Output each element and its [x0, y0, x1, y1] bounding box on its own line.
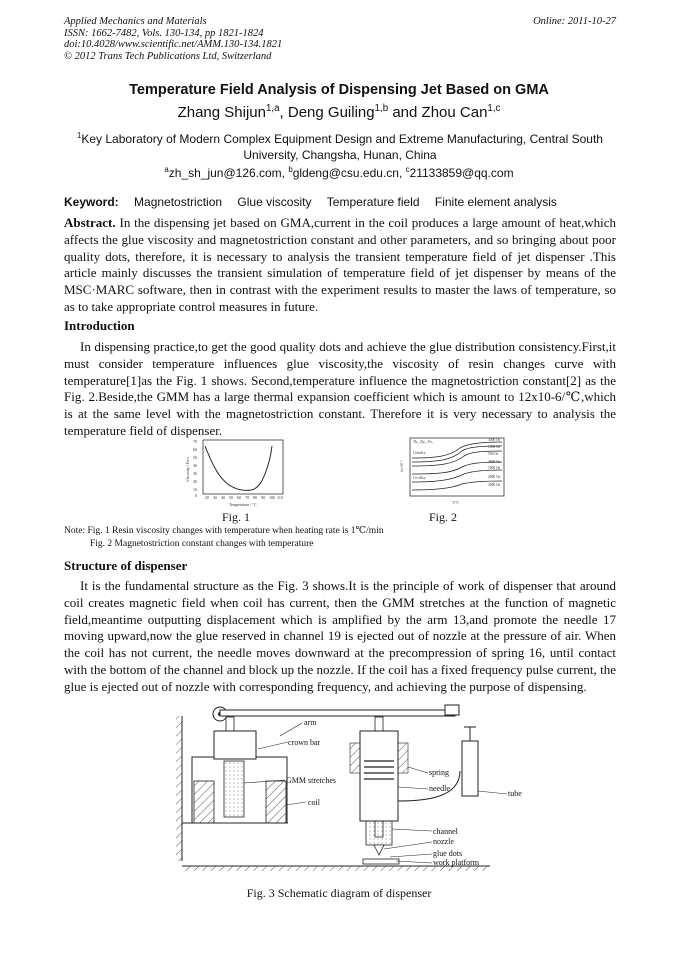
journal-header: [64, 16, 616, 62]
abstract-text: In the dispensing jet based on GMA,current in the coil produces a large amount of heat,which affects the glue viscosity and magnetostriction constant and other parameters, and so bringing about poor quality dots, therefore, it is necessary to analysis the transient temperature field of jet dispenser .This article mainly discusses the transient simulation of temperature field of jet dispenser by means of the MSC·MARC software, then in contrast with the experiment results to master the laws of temperature, so as to take appropriate control measures in future.: [64, 215, 616, 314]
fig3-label-nozzle: nozzle: [433, 837, 454, 846]
figure-note: [64, 525, 384, 551]
keyword-item: Magnetostriction: [134, 195, 223, 209]
fig1-xtick: 30: [213, 495, 217, 500]
email-sup: a: [164, 165, 169, 174]
author-name: Deng Guiling: [287, 104, 375, 121]
fig1-xtick: 70: [245, 495, 249, 500]
fig1-xtick: 110: [277, 495, 283, 500]
fig3-dispenser-diagram: [160, 701, 530, 881]
fig1-ytick: 40: [193, 463, 197, 468]
author-list: [0, 104, 678, 121]
author-name: Zhang Shijun: [177, 104, 266, 121]
fig2-label: 3000 Oe: [488, 460, 501, 464]
fig1-xtick: 50: [229, 495, 233, 500]
keyword-item: Temperature field: [326, 195, 420, 209]
structure-text: It is the fundamental structure as the Fig. 3 shows.It is the principle of work of dispenser that around coil creates magnetic field when coil has current, then the GMM stretches at the function of magnetic field,meantime outputting displacement which is amplified by the arm 13,and promote the needle 17 moving upward,now the glue reserved in channel 19 is ejected out of nozzle at the pressure of air. When the coil has not current, the needle moves downward at the precompression of spring 16, until contact with the bottom of the channel and block up the nozzle. If the coil has a fixed frequency pulse current, the glue is ejected out of nozzle with corresponding frequency, and achieving the purpose of dispensing.: [64, 578, 616, 694]
fig1-xtick: 20: [205, 495, 209, 500]
author-separator: and: [388, 104, 422, 121]
copyright-line: © 2012 Trans Tech Publications Ltd, Switzerland: [64, 50, 272, 62]
fig2-label: 2000 Oe: [488, 475, 501, 479]
issn-line: ISSN: 1662-7482, Vols. 130-134, pp 1821-1824: [64, 27, 264, 39]
fig1-ytick: 60: [193, 447, 197, 452]
email-link[interactable]: 21133859@qq.com: [409, 166, 514, 180]
introduction-text: In dispensing practice,to get the good quality dots and achieve the glue distribution consistency.First,it must consider temperature influences glue viscosity,the viscosity of resin changes curve with temperature[1]as the Fig. 1 shows. Second,temperature influence the magnetostriction constant[2] as the Fig. 2.Beside,the GMM has a large thermal expansion coefficient which is amount to 12x10-6/℃,which is at the same level with the magnetostriction constant. Therefore it is very necessary to analysis the temperature field of dispenser.: [64, 339, 616, 438]
fig2-label: Co-alloy: [413, 476, 426, 480]
author-name: Zhou Can: [421, 104, 488, 121]
affiliation: [64, 131, 616, 163]
keywords: [64, 195, 624, 209]
structure-heading: Structure of dispenser: [64, 558, 188, 573]
fig2-label: Cobalt-y: [413, 451, 426, 455]
fig1-ylabel: Viscosity / Pa·s: [185, 457, 190, 482]
fig1-xtick: 40: [221, 495, 225, 500]
fig1-caption: Fig. 1: [221, 510, 250, 524]
fig1-xtick: 90: [261, 495, 265, 500]
fig1-ytick: 30: [193, 471, 197, 476]
email-sup: b: [288, 165, 293, 174]
doi-line: doi:10.4028/www.scientific.net/AMM.130-134.1821: [64, 39, 283, 50]
fig3-label-needle: needle: [429, 784, 450, 793]
author-separator: ,: [279, 104, 288, 121]
fig3-label-coil: coil: [308, 798, 320, 807]
fig1-xtick: 60: [237, 495, 241, 500]
fig3-label-tube: tube: [508, 789, 522, 798]
fig2-label: 500 Oe: [488, 452, 499, 456]
fig2-label: 1500 Oe: [488, 445, 501, 449]
introduction-heading: Introduction: [64, 318, 135, 333]
fig2-label: 3000 Oe: [488, 438, 501, 442]
affiliation-sup: 1: [77, 131, 82, 140]
fig1-xtick: 100: [269, 495, 275, 500]
fig3-label-glue-dots: glue dots: [433, 849, 463, 858]
fig1-ytick: 70: [193, 439, 197, 444]
fig2-magnetostriction-plot: [398, 436, 508, 512]
fig1-ytick: 0: [195, 493, 197, 498]
fig2-label: Tb₀.₃Dy₀.₇Fe₂: [413, 440, 434, 444]
fig1-ytick: 50: [193, 455, 197, 460]
abstract: [64, 215, 616, 316]
affiliation-text: Key Laboratory of Modern Complex Equipment Design and Extreme Manufacturing, Central South University, Changsha, Hunan, China: [81, 132, 603, 162]
author-sup: 1,c: [487, 103, 501, 114]
fig3-label-channel: channel: [433, 827, 458, 836]
fig2-caption: Fig. 2: [428, 510, 457, 524]
fig1-viscosity-plot: [185, 436, 290, 510]
note-line: Fig. 2 Magnetostriction constant changes with temperature: [90, 539, 314, 549]
keywords-label: Keyword:: [64, 195, 119, 209]
fig3-caption: Fig. 3 Schematic diagram of dispenser: [246, 886, 432, 900]
fig3-label-work-platform: work platform: [433, 858, 479, 867]
fig1-xlabel: Temperature / °C: [229, 502, 257, 507]
keyword-item: Finite element analysis: [434, 195, 557, 209]
abstract-label: Abstract.: [64, 215, 116, 230]
journal-name: Applied Mechanics and Materials: [64, 16, 207, 27]
note-line: Fig. 1 Resin viscosity changes with temperature when heating rate is 1℃/min: [87, 526, 384, 536]
fig2-xlabel: T/°C: [452, 501, 460, 505]
author-sup: 1,a: [265, 103, 280, 114]
fig2-label: 1000 Oe: [488, 466, 501, 470]
fig3-label-crown-bar: crown bar: [288, 738, 321, 747]
fig3-label-gmm: GMM stretches: [286, 776, 336, 785]
author-sup: 1,b: [374, 103, 389, 114]
fig3-label-spring: spring: [429, 768, 449, 777]
email-sup: c: [405, 165, 410, 174]
fig2-ylabel: λs×10⁻⁶: [400, 460, 404, 472]
fig3-label-arm: arm: [304, 718, 317, 727]
note-prefix: Note:: [64, 526, 88, 536]
fig1-xtick: 80: [253, 495, 257, 500]
online-date: Online: 2011-10-27: [533, 16, 616, 27]
fig2-label: 3000 Oe: [488, 483, 501, 487]
email-list: [0, 166, 678, 180]
fig1-ytick: 10: [193, 487, 197, 492]
paper-title: Temperature Field Analysis of Dispensing Jet Based on GMA: [129, 82, 549, 98]
email-link[interactable]: zh_sh_jun@126.com,: [168, 166, 289, 180]
email-link[interactable]: gldeng@csu.edu.cn,: [292, 166, 406, 180]
keyword-item: Glue viscosity: [237, 195, 312, 209]
fig1-ytick: 20: [193, 479, 197, 484]
